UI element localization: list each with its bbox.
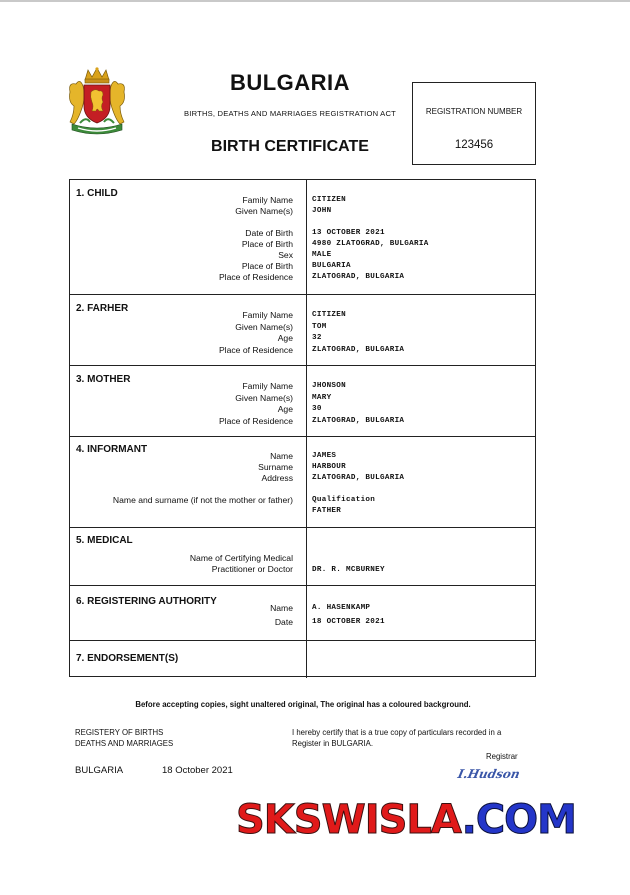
certificate-form: [69, 179, 536, 677]
informant-address: ZLATOGRAD, BULGARIA: [312, 474, 405, 482]
child-place-of-birth: 4980 ZLATOGRAD, BULGARIA: [312, 240, 429, 248]
registry-line: REGISTERY OF BIRTHS: [75, 728, 164, 737]
father-given-names: TOM: [312, 323, 327, 331]
mother-family-name: JHONSON: [312, 382, 346, 390]
father-family-name: CITIZEN: [312, 311, 346, 319]
field-label: Place of Residence: [218, 416, 293, 426]
mother-residence: ZLATOGRAD, BULGARIA: [312, 417, 405, 425]
field-label: Given Name(s): [235, 206, 293, 216]
column-divider: [306, 437, 307, 527]
field-label: Place of Residence: [218, 272, 293, 282]
informant-qualification-value: FATHER: [312, 507, 342, 515]
authority-name: A. HASENKAMP: [312, 604, 371, 612]
section-mother: [70, 366, 535, 437]
child-sex: MALE: [312, 251, 332, 259]
registry-line: DEATHS AND MARRIAGES: [75, 739, 174, 748]
column-divider: [306, 295, 307, 365]
field-label: Age: [277, 333, 293, 343]
section-title: 1. CHILD: [76, 188, 118, 199]
child-given-names: JOHN: [312, 207, 332, 215]
section-title: 3. MOTHER: [76, 374, 131, 385]
section-medical: [70, 528, 535, 586]
watermark: [236, 797, 576, 843]
copy-notice: Before accepting copies, sight unaltered original, The original has a coloured background.: [135, 700, 471, 709]
field-label: Name: [270, 603, 293, 613]
mother-given-names: MARY: [312, 394, 332, 402]
informant-qualification-label: Qualification: [312, 496, 376, 504]
section-title: 5. MEDICAL: [76, 535, 133, 546]
registration-number-box: [412, 82, 536, 165]
section-title: 6. REGISTERING AUTHORITY: [76, 596, 217, 607]
watermark-part: .COM: [461, 797, 576, 843]
authority-date: 18 OCTOBER 2021: [312, 618, 385, 626]
field-label: Date of Birth: [245, 228, 293, 238]
column-divider: [306, 528, 307, 585]
informant-name: JAMES: [312, 452, 337, 460]
top-border-line: [0, 0, 630, 2]
informant-surname: HARBOUR: [312, 463, 346, 471]
column-divider: [306, 641, 307, 678]
field-label: Place of Birth: [241, 239, 293, 249]
field-label: Sex: [278, 250, 293, 260]
section-title: 7. ENDORSEMENT(S): [76, 653, 179, 664]
child-residence: ZLATOGRAD, BULGARIA: [312, 273, 405, 281]
field-label: Place of Birth: [241, 261, 293, 271]
footer-country: BULGARIA: [75, 765, 124, 776]
field-label: Family Name: [242, 195, 293, 205]
country-heading: BULGARIA: [229, 70, 351, 95]
field-label: Name: [270, 451, 293, 461]
registrar-label: Registrar: [486, 752, 518, 761]
footer-date: 18 October 2021: [162, 765, 233, 776]
field-label: Family Name: [242, 310, 293, 320]
field-label: Surname: [258, 462, 293, 472]
field-label: Given Name(s): [235, 393, 293, 403]
column-divider: [306, 366, 307, 436]
registration-number-label: REGISTRATION NUMBER: [425, 107, 523, 116]
field-label: Family Name: [242, 381, 293, 391]
section-registering-authority: [70, 586, 535, 641]
child-family-name: CITIZEN: [312, 196, 346, 204]
bulgarian-coat-of-arms-icon: [66, 66, 128, 138]
field-label: Name of Certifying Medical: [189, 553, 293, 563]
column-divider: [306, 180, 307, 294]
father-age: 32: [312, 334, 322, 342]
section-child: [70, 180, 535, 295]
field-label: Place of Residence: [218, 345, 293, 355]
field-label: Date: [274, 617, 293, 627]
section-title: 2. FARHER: [76, 303, 129, 314]
registration-act-line: BIRTHS, DEATHS AND MARRIAGES REGISTRATION ACT: [184, 109, 396, 118]
medical-practitioner: DR. R. MCBURNEY: [312, 566, 385, 574]
registration-number-value: 123456: [454, 139, 494, 151]
certification-statement: I hereby certify that is a true copy of particulars recorded in a Register in BULGARIA.: [292, 728, 502, 748]
column-divider: [306, 586, 307, 640]
field-label: Address: [261, 473, 293, 483]
registrar-signature: I.Hudson: [456, 767, 522, 781]
field-label: Given Name(s): [235, 322, 293, 332]
section-title: 4. INFORMANT: [76, 444, 148, 455]
section-endorsements: [70, 641, 535, 678]
mother-age: 30: [312, 405, 322, 413]
watermark-part: SKSWISLA: [236, 797, 462, 843]
child-birth-country: BULGARIA: [312, 262, 351, 270]
father-residence: ZLATOGRAD, BULGARIA: [312, 346, 405, 354]
child-date-of-birth: 13 OCTOBER 2021: [312, 229, 385, 237]
section-informant: [70, 437, 535, 528]
certificate-title: BIRTH CERTIFICATE: [211, 138, 369, 155]
section-father: [70, 295, 535, 366]
field-label: Practitioner or Doctor: [211, 564, 293, 574]
registry-name: [75, 727, 173, 749]
field-label: Age: [277, 404, 293, 414]
field-label: Name and surname (if not the mother or father): [112, 495, 293, 505]
